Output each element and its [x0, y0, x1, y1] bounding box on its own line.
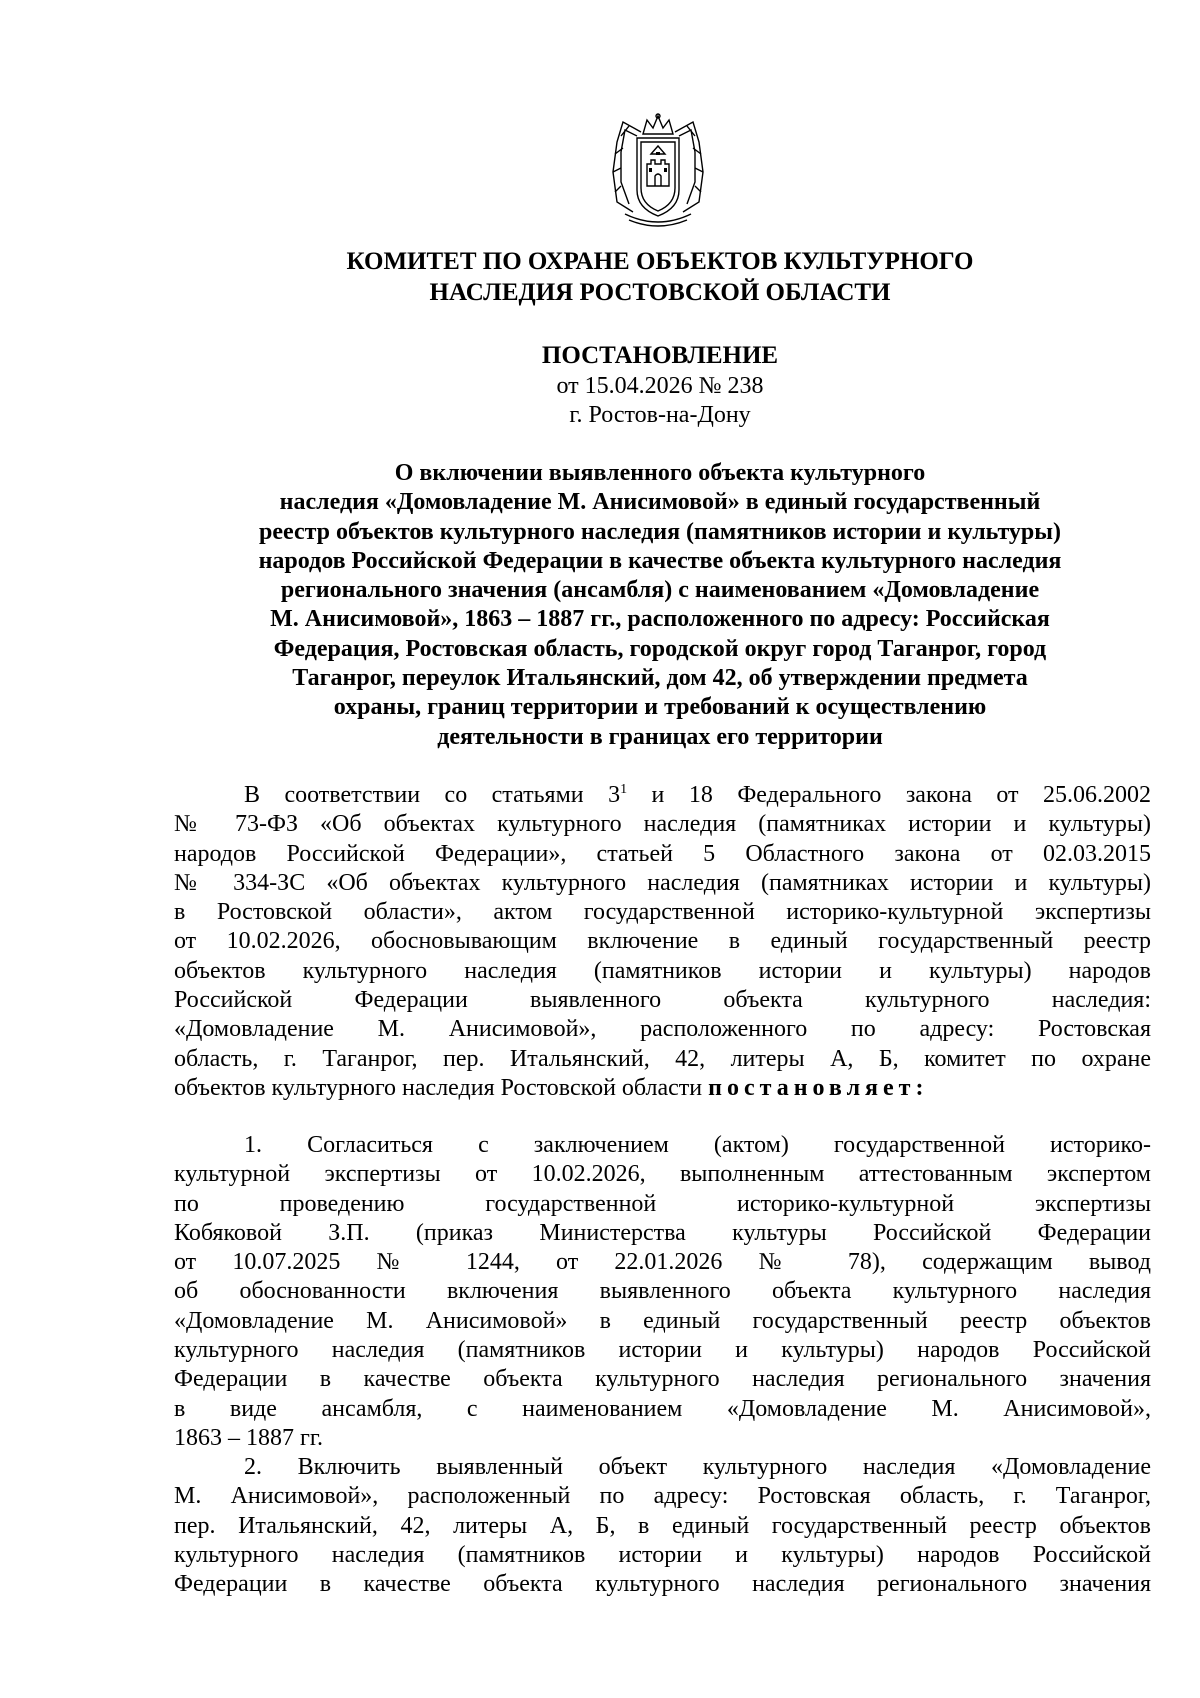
item-1-line: в виде ансамбля, с наименованием «Домовладение М. Анисимовой»,: [174, 1395, 1151, 1422]
item-1-line: от 10.07.2025 № 1244, от 22.01.2026 № 78), содержащим вывод: [174, 1249, 1151, 1276]
subject-line: О включении выявленного объекта культурного: [394, 460, 926, 486]
item-1-line: 1863 – 1887 гг.: [174, 1424, 323, 1451]
org-title-line-1: КОМИТЕТ ПО ОХРАНЕ ОБЪЕКТОВ КУЛЬТУРНОГО: [346, 248, 974, 275]
item-1-line: культурного наследия (памятников истории и культуры) народов Российской: [174, 1337, 1151, 1364]
item-1-line: культурной экспертизы от 10.02.2026, выполненным аттестованным экспертом: [174, 1161, 1151, 1188]
item-2-line: культурного наследия (памятников истории и культуры) народов Российской: [174, 1541, 1151, 1568]
subject-line: регионального значения (ансамбля) с наименованием «Домовладение: [280, 577, 1040, 604]
document-city: г. Ростов-на-Дону: [569, 402, 751, 428]
preamble-line: от 10.02.2026, обосновывающим включение в единый государственный реестр: [174, 928, 1151, 955]
subject-line: наследия «Домовладение М. Анисимовой» в единый государственный: [279, 489, 1041, 516]
preamble-line: № 73-ФЗ «Об объектах культурного наследия (памятниках истории и культуры): [174, 811, 1151, 838]
item-1-line: об обоснованности включения выявленного объекта культурного наследия: [174, 1278, 1151, 1305]
subject-line: Таганрог, переулок Итальянский, дом 42, об утверждении предмета: [292, 665, 1028, 692]
preamble-line: народов Российской Федерации», статьей 5 Областного закона от 02.03.2015: [174, 840, 1151, 867]
item-2-line: 2. Включить выявленный объект культурного наследия «Домовладение: [244, 1454, 1151, 1480]
preamble-line: № 334-ЗС «Об объектах культурного наследия (памятниках истории и культуры): [174, 869, 1151, 896]
preamble-line: объектов культурного наследия Ростовской области постановляет:: [174, 1074, 929, 1101]
document-subject: [160, 459, 1160, 752]
item-1-line: 1. Согласиться с заключением (актом) государственной историко-: [244, 1132, 1151, 1158]
item-2-paragraph: [174, 1453, 1151, 1599]
document-date-number: от 15.04.2026 № 238: [556, 373, 764, 399]
item-1-line: Федерации в качестве объекта культурного наследия регионального значения: [174, 1366, 1151, 1393]
subject-line: Федерация, Ростовская область, городской округ город Таганрог, город: [273, 635, 1047, 662]
item-1-line: по проведению государственной историко-культурной экспертизы: [174, 1190, 1151, 1217]
resolves-keyword: постановляет:: [708, 1074, 929, 1101]
article-superscript: 1: [620, 782, 628, 797]
org-title-line-2: НАСЛЕДИЯ РОСТОВСКОЙ ОБЛАСТИ: [429, 279, 891, 306]
preamble-paragraph: [174, 781, 1151, 1103]
preamble-line: объектов культурного наследия (памятников истории и культуры) народов: [174, 957, 1151, 984]
item-2-line: М. Анисимовой», расположенный по адресу: Ростовская область, г. Таганрог,: [174, 1483, 1151, 1510]
preamble-line: Российской Федерации выявленного объекта культурного наследия:: [174, 987, 1151, 1014]
subject-line: М. Анисимовой», 1863 – 1887 гг., расположенного по адресу: Российская: [270, 606, 1050, 633]
item-2-line: пер. Итальянский, 42, литеры А, Б, в единый государственный реестр объектов: [174, 1512, 1151, 1539]
organization-title: [160, 246, 1160, 308]
document-type: ПОСТАНОВЛЕНИЕ: [541, 342, 779, 369]
item-1-paragraph: [174, 1131, 1151, 1453]
preamble-line: «Домовладение М. Анисимовой», расположенного по адресу: Ростовская: [174, 1016, 1151, 1043]
subject-line: народов Российской Федерации в качестве объекта культурного наследия: [258, 547, 1062, 574]
preamble-line: В соответствии со статьями $3^1$ и 18 Федерального закона от 25.06.2002: [244, 782, 1151, 808]
preamble-line: область, г. Таганрог, пер. Итальянский, 42, литеры А, Б, комитет по охране: [174, 1045, 1151, 1072]
coat-of-arms-icon: [603, 112, 713, 230]
item-2-line: Федерации в качестве объекта культурного наследия регионального значения: [174, 1571, 1151, 1598]
subject-line: охраны, границ территории и требований к осуществлению: [333, 694, 987, 721]
item-1-line: «Домовладение М. Анисимовой» в единый государственный реестр объектов: [174, 1307, 1151, 1334]
item-1-line: Кобяковой З.П. (приказ Министерства культуры Российской Федерации: [174, 1219, 1151, 1246]
subject-line: деятельности в границах его территории: [437, 723, 883, 750]
preamble-line: в Ростовской области», актом государственной историко-культурной экспертизы: [174, 899, 1151, 926]
subject-line: реестр объектов культурного наследия (памятников истории и культуры): [259, 518, 1061, 545]
